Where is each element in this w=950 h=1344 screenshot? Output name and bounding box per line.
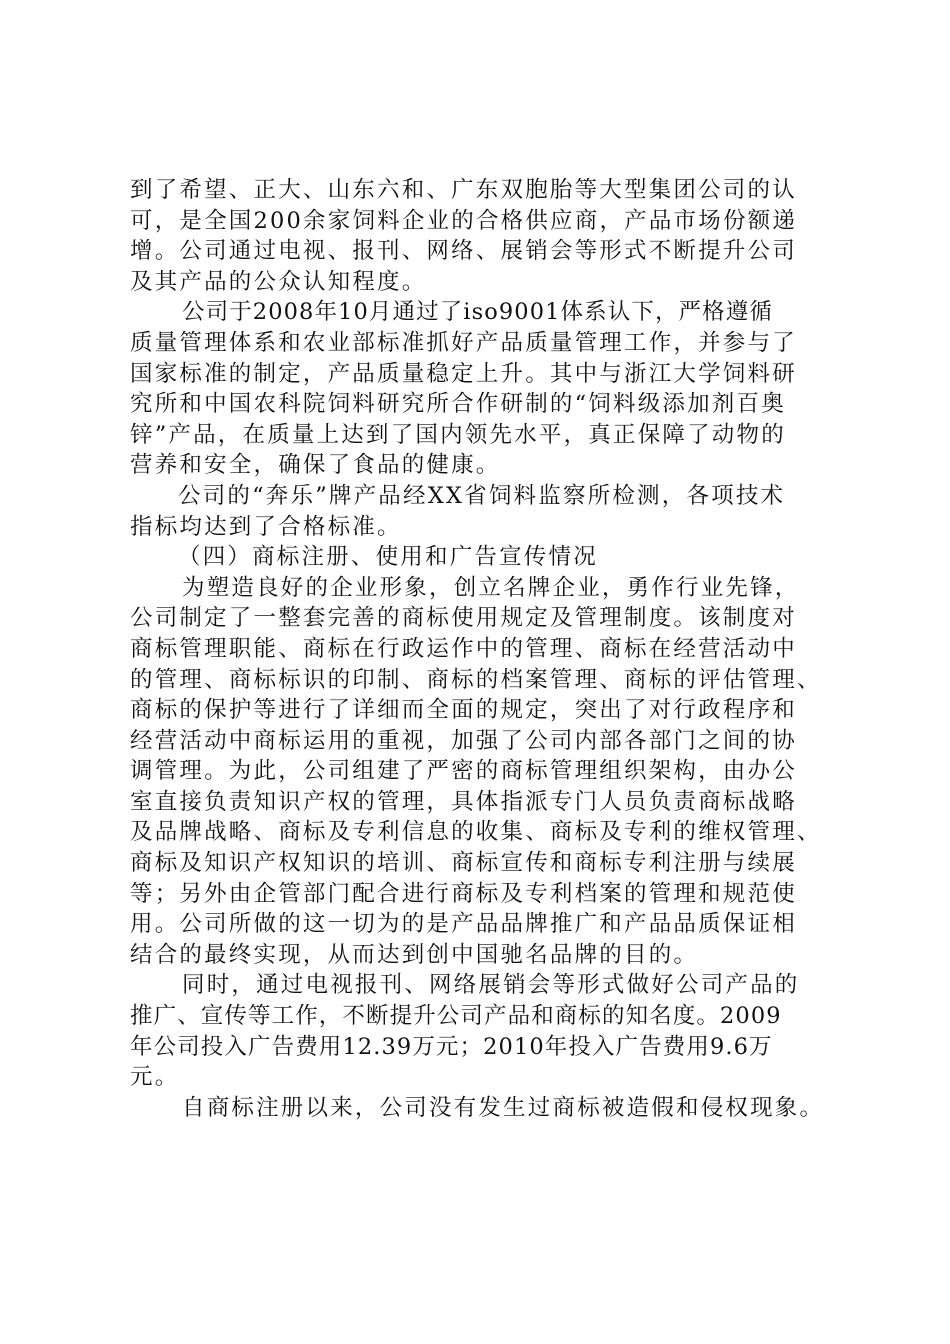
text-line: 及其产品的公众认知程度。 (130, 268, 427, 295)
text-line: 等；另外由企管部门配合进行商标及专利档案的管理和规范使 (130, 880, 797, 907)
text-line: 究所和中国农科院饲料研究所合作研制的“饲料级添加剂百奥 (130, 391, 786, 418)
paragraph-start-line: 公司的“奔乐”牌产品经XX省饲料监察所检测，各项技术 (178, 482, 786, 509)
text-line: 到了希望、正大、山东六和、广东双胞胎等大型集团公司的认 (130, 177, 797, 203)
text-line: 经营活动中商标运用的重视，加强了公司内部各部门之间的协 (130, 727, 797, 754)
text-line: 公司制定了一整套完善的商标使用规定及管理制度。该制度对 (130, 605, 797, 632)
text-line: 年公司投入广告费用12.39万元；2010年投入广告费用9.6万 (130, 1033, 773, 1060)
paragraph-start-line: 公司于2008年10月通过了iso9001体系认下，严格遵循 (182, 299, 773, 326)
text-line: 商标及知识产权知识的培训、商标宣传和商标专利注册与续展 (130, 850, 797, 877)
text-line: 锌”产品，在质量上达到了国内领先水平，真正保障了动物的 (130, 421, 786, 448)
text-line: 及品牌战略、商标及专利信息的收集、商标及专利的维权管理、 (130, 819, 822, 846)
text-line: 结合的最终实现，从而达到创中国驰名品牌的目的。 (130, 941, 699, 968)
text-line: 质量管理体系和农业部标准抓好产品质量管理工作，并参与了 (130, 329, 797, 356)
paragraph-start-line: 自商标注册以来，公司没有发生过商标被造假和侵权现象。 (182, 1094, 825, 1121)
text-line: 的管理、商标标识的印制、商标的档案管理、商标的评估管理、 (130, 666, 822, 693)
text-line: 商标管理职能、商标在行政运作中的管理、商标在经营活动中 (130, 635, 797, 662)
text-line: 推广、宣传等工作，不断提升公司产品和商标的知名度。2009 (130, 1003, 782, 1030)
text-line: 用。公司所做的这一切为的是产品品牌推广和产品品质保证相 (130, 911, 797, 938)
text-line: 可，是全国200余家饲料企业的合格供应商，产品市场份额递 (130, 207, 798, 234)
section-heading: （四）商标注册、使用和广告宣传情况 (178, 544, 598, 571)
text-line: 调管理。为此，公司组建了严密的商标管理组织架构，由办公 (130, 758, 797, 785)
text-line: 国家标准的制定，产品质量稳定上升。其中与浙江大学饲料研 (130, 360, 797, 387)
text-line: 室直接负责知识产权的管理，具体指派专门人员负责商标战略 (130, 788, 797, 815)
document-body (130, 175, 835, 1123)
text-line: 商标的保护等进行了详细而全面的规定，突出了对行政程序和 (130, 697, 797, 724)
text-line: 增。公司通过电视、报刊、网络、展销会等形式不断提升公司 (130, 238, 797, 265)
paragraph-start-line: 为塑造良好的企业形象，创立名牌企业，勇作行业先锋， (182, 574, 800, 601)
paragraph-start-line: 同时，通过电视报刊、网络展销会等形式做好公司产品的 (182, 972, 800, 999)
text-line: 营养和安全，确保了食品的健康。 (130, 452, 501, 479)
text-line: 元。 (130, 1064, 180, 1091)
text-line: 指标均达到了合格标准。 (130, 513, 402, 540)
